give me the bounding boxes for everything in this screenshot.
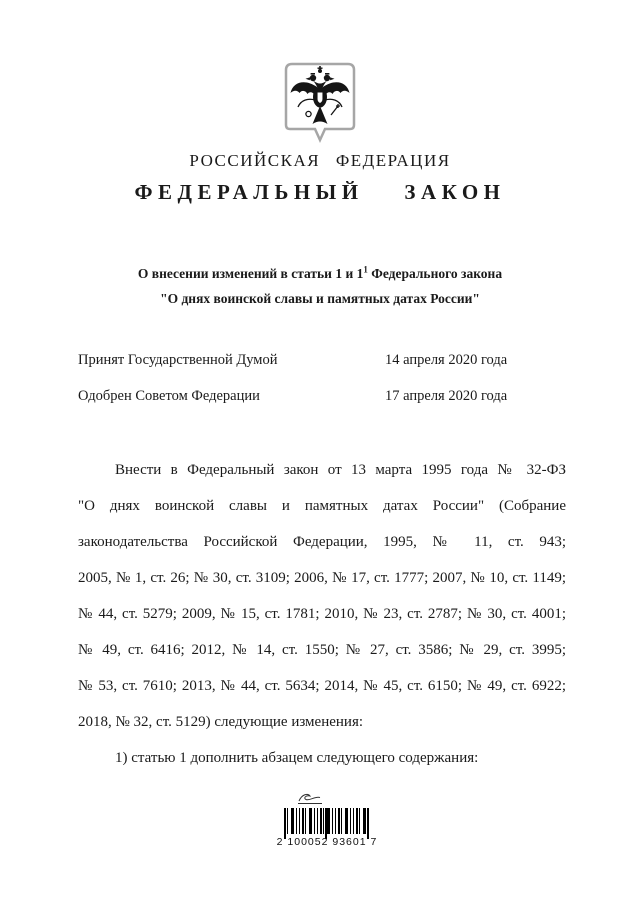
approved-label: Одобрен Советом Федерации <box>78 388 260 404</box>
barcode-guard-bar <box>325 808 327 839</box>
law-title <box>60 261 580 311</box>
body-line: "О днях воинской славы и памятных датах России" (Собрание <box>78 498 566 514</box>
law-title-superscript: 1 <box>363 264 368 275</box>
barcode-digits: 2 100052 93601 7 <box>276 836 378 848</box>
barcode-guard-bar <box>284 808 286 839</box>
body-line: 2005, № 1, ст. 26; № 30, ст. 3109; 2006, № 17, ст. 1777; 2007, № 10, ст. 1149; <box>78 570 566 586</box>
body-line: 2018, № 32, ст. 5129) следующие изменения: <box>78 714 364 730</box>
barcode-guard-bar <box>367 808 369 839</box>
document-type-heading: ФЕДЕРАЛЬНЫЙ ЗАКОН <box>134 180 506 204</box>
barcode <box>284 808 369 834</box>
body-line: № 44, ст. 5279; 2009, № 15, ст. 1781; 2010, № 23, ст. 2787; № 30, ст. 4001; <box>78 606 566 622</box>
body-paragraph <box>78 452 566 776</box>
approved-date: 17 апреля 2020 года <box>385 388 508 404</box>
adopted-label: Принят Государственной Думой <box>78 352 278 368</box>
body-line: № 49, ст. 6416; 2012, № 14, ст. 1550; № 27, ст. 3586; № 29, ст. 3995; <box>78 642 566 658</box>
amendment-item-1: 1) статью 1 дополнить абзацем следующего содержания: <box>115 750 479 766</box>
adopted-date: 14 апреля 2020 года <box>385 352 508 368</box>
law-title-line1-tail: Федерального закона <box>367 266 503 281</box>
coat-of-arms-icon <box>284 62 356 146</box>
body-line: № 53, ст. 7610; 2013, № 44, ст. 5634; 2014, № 45, ст. 6150; № 49, ст. 6922; <box>78 678 566 694</box>
country-name: РОССИЙСКАЯ ФЕДЕРАЦИЯ <box>189 151 451 170</box>
signature-mark-icon <box>296 792 324 806</box>
body-line: Внести в Федеральный закон от 13 марта 1995 года № 32-ФЗ <box>115 462 566 478</box>
law-title-line1-text: О внесении изменений в статьи 1 и 1 <box>137 266 364 281</box>
body-line: законодательства Российской Федерации, 1995, № 11, ст. 943; <box>78 534 566 550</box>
law-title-line2: "О днях воинской славы и памятных датах России" <box>160 291 480 306</box>
